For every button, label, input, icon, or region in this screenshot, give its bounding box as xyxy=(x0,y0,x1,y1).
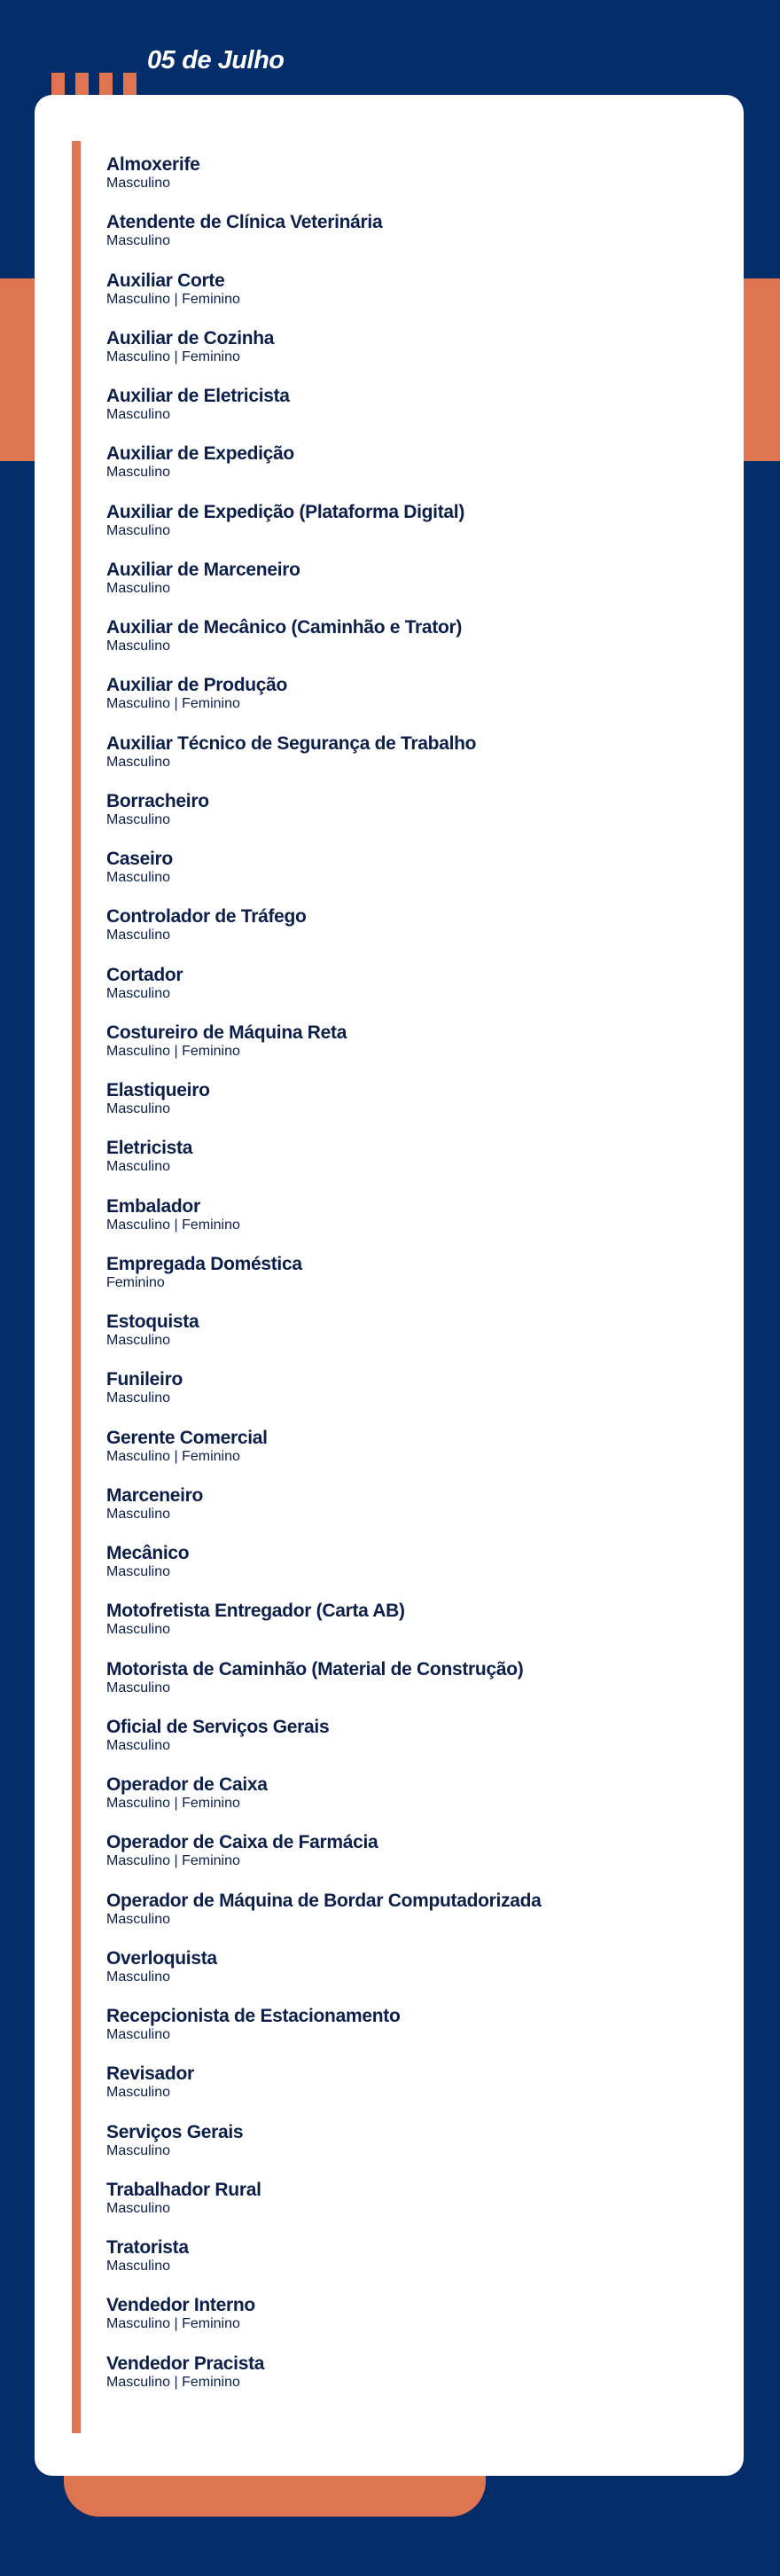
job-item xyxy=(106,1718,718,1775)
job-gender: Masculino | Feminino xyxy=(106,1796,240,1811)
job-item xyxy=(106,907,718,965)
job-gender: Masculino xyxy=(106,1737,171,1753)
job-title: Auxiliar de Mecânico (Caminhão e Trator) xyxy=(106,618,463,638)
job-title: Mecânico xyxy=(106,1544,190,1563)
job-item xyxy=(106,1139,718,1196)
date-day: 05 xyxy=(147,46,176,74)
job-title: Eletricista xyxy=(106,1139,193,1159)
job-title: Vendedor Pracista xyxy=(106,2353,265,2374)
job-title: Motofretista Entregador (Carta AB) xyxy=(106,1601,405,1622)
job-item xyxy=(106,850,718,907)
job-title: Controlador de Tráfego xyxy=(106,907,307,928)
job-title: Tratorista xyxy=(106,2238,189,2258)
job-item xyxy=(106,1601,718,1659)
job-item xyxy=(106,618,718,676)
job-item xyxy=(106,213,718,270)
job-title: Motorista de Caminhão (Material de Construção) xyxy=(106,1659,524,1679)
job-gender: Masculino xyxy=(106,1679,171,1695)
job-title: Funileiro xyxy=(106,1370,183,1390)
job-item xyxy=(106,387,718,444)
job-title: Recepcionista de Estacionamento xyxy=(106,2007,401,2026)
job-title: Operador de Máquina de Bordar Computadorizada xyxy=(106,1891,542,1911)
job-gender: Masculino xyxy=(106,1333,171,1348)
job-title: Auxiliar de Marceneiro xyxy=(106,560,300,580)
job-title: Almoxerife xyxy=(106,155,200,175)
job-title: Gerente Comercial xyxy=(106,1428,268,1448)
job-title: Elastiqueiro xyxy=(106,1081,210,1100)
job-gender: Masculino xyxy=(106,1390,171,1406)
job-gender: Masculino | Feminino xyxy=(106,348,240,364)
page-date xyxy=(147,46,285,75)
job-item xyxy=(106,2181,718,2238)
job-gender: Masculino xyxy=(106,1969,171,1985)
job-item xyxy=(106,2238,718,2296)
job-item xyxy=(106,1023,718,1081)
job-gender: Masculino xyxy=(106,176,171,191)
job-item xyxy=(106,1775,718,1833)
job-title: Cortador xyxy=(106,965,183,985)
job-gender: Masculino xyxy=(106,1622,171,1638)
job-item xyxy=(106,155,718,213)
job-title: Auxiliar Corte xyxy=(106,270,225,291)
job-gender: Masculino | Feminino xyxy=(106,2316,240,2332)
job-title: Oficial de Serviços Gerais xyxy=(106,1717,330,1737)
job-gender: Masculino xyxy=(106,928,171,943)
job-gender: Masculino xyxy=(106,233,171,249)
job-item xyxy=(106,2123,718,2181)
job-title: Operador de Caixa de Farmácia xyxy=(106,1833,378,1853)
job-gender: Masculino xyxy=(106,754,171,770)
job-item xyxy=(106,1949,718,2007)
job-title: Borracheiro xyxy=(106,791,209,811)
job-item xyxy=(106,966,718,1023)
job-gender: Masculino xyxy=(106,2142,171,2158)
job-gender: Masculino xyxy=(106,580,171,596)
job-item xyxy=(106,1255,718,1312)
job-title: Serviços Gerais xyxy=(106,2122,244,2142)
job-item xyxy=(106,1081,718,1139)
job-gender: Masculino | Feminino xyxy=(106,696,240,712)
job-item xyxy=(106,1429,718,1486)
job-gender: Masculino xyxy=(106,638,171,654)
job-title: Trabalhador Rural xyxy=(106,2180,261,2200)
job-item xyxy=(106,1891,718,1949)
job-item xyxy=(106,560,718,618)
job-gender: Masculino xyxy=(106,811,171,827)
job-item xyxy=(106,329,718,387)
job-gender: Masculino | Feminino xyxy=(106,2374,240,2390)
job-item xyxy=(106,1660,718,1718)
job-title: Auxiliar de Expedição (Plataforma Digital) xyxy=(106,502,465,522)
job-title: Auxiliar de Expedição xyxy=(106,444,294,465)
job-item xyxy=(106,2354,718,2412)
job-gender: Masculino xyxy=(106,870,171,885)
job-title: Overloquista xyxy=(106,1948,217,1969)
job-title: Vendedor Interno xyxy=(106,2296,255,2316)
card-accent-line xyxy=(72,141,81,2433)
job-gender: Masculino xyxy=(106,1101,171,1116)
job-item xyxy=(106,734,718,792)
job-item xyxy=(106,1370,718,1428)
job-title: Estoquista xyxy=(106,1312,199,1332)
job-item xyxy=(106,271,718,329)
job-item xyxy=(106,1544,718,1601)
job-title: Caseiro xyxy=(106,850,173,869)
job-item xyxy=(106,2296,718,2353)
job-list xyxy=(106,155,718,2412)
job-gender: Masculino xyxy=(106,522,171,538)
job-gender: Masculino | Feminino xyxy=(106,1043,240,1059)
date-month: de Julho xyxy=(182,46,285,74)
job-item xyxy=(106,792,718,850)
job-title: Costureiro de Máquina Reta xyxy=(106,1022,347,1043)
job-gender: Feminino xyxy=(106,1274,165,1290)
job-item xyxy=(106,1312,718,1370)
job-item xyxy=(106,503,718,560)
job-title: Embalador xyxy=(106,1196,200,1217)
job-item xyxy=(106,2064,718,2122)
job-title: Auxiliar de Cozinha xyxy=(106,328,275,348)
job-item xyxy=(106,1197,718,1255)
job-gender: Masculino xyxy=(106,1506,171,1522)
job-gender: Masculino xyxy=(106,407,171,422)
job-gender: Masculino xyxy=(106,465,171,481)
job-gender: Masculino xyxy=(106,1911,171,1927)
job-title: Empregada Doméstica xyxy=(106,1254,302,1274)
job-gender: Masculino xyxy=(106,1159,171,1175)
job-gender: Masculino | Feminino xyxy=(106,1217,240,1233)
job-title: Operador de Caixa xyxy=(106,1775,268,1795)
job-item xyxy=(106,444,718,502)
job-title: Atendente de Clínica Veterinária xyxy=(106,213,383,233)
job-title: Auxiliar de Produção xyxy=(106,676,288,696)
job-item xyxy=(106,676,718,733)
job-gender: Masculino xyxy=(106,1564,171,1579)
job-gender: Masculino | Feminino xyxy=(106,291,240,307)
job-title: Marceneiro xyxy=(106,1485,204,1506)
job-gender: Masculino xyxy=(106,985,171,1001)
job-list-card xyxy=(35,95,744,2476)
job-gender: Masculino | Feminino xyxy=(106,1853,240,1869)
job-item xyxy=(106,1833,718,1891)
job-gender: Masculino | Feminino xyxy=(106,1448,240,1464)
job-item xyxy=(106,2007,718,2064)
job-item xyxy=(106,1486,718,1544)
job-title: Revisador xyxy=(106,2064,194,2085)
job-title: Auxiliar de Eletricista xyxy=(106,387,290,406)
job-gender: Masculino xyxy=(106,2085,171,2101)
job-gender: Masculino xyxy=(106,2259,171,2274)
job-gender: Masculino xyxy=(106,2027,171,2042)
job-title: Auxiliar Técnico de Segurança de Trabalho xyxy=(106,733,477,754)
job-gender: Masculino xyxy=(106,2200,171,2216)
